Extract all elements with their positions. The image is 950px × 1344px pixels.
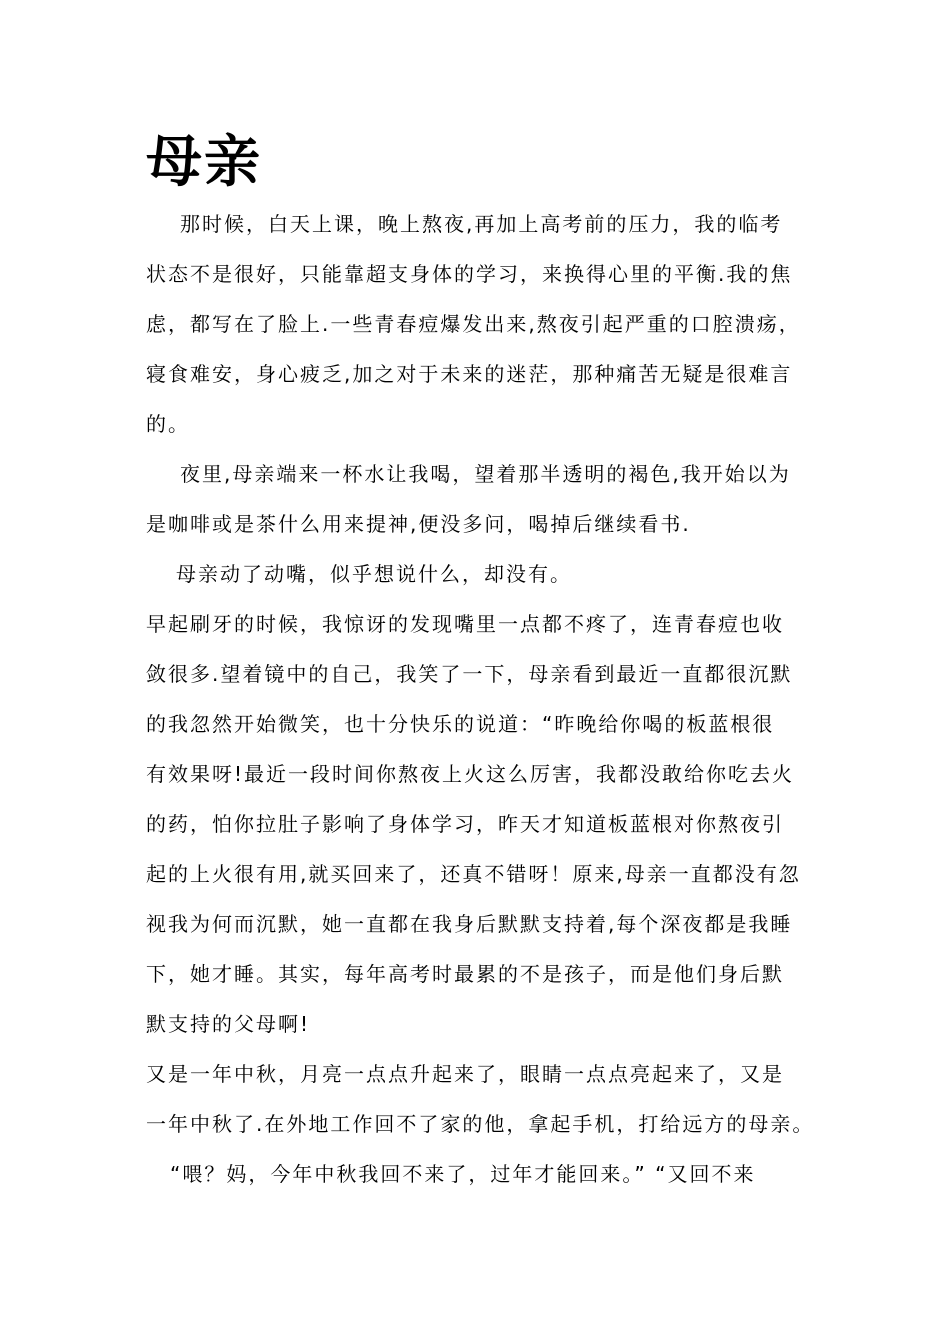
text-line: 母亲动了动嘴，似乎想说什么，却没有。 <box>176 562 572 586</box>
text-line: 的我忽然开始微笑，也十分快乐的说道：“昨晚给你喝的板蓝根很 <box>146 712 775 736</box>
text-line: “喂？妈，今年中秋我回不来了，过年才能回来。” “又回不来 <box>170 1162 756 1186</box>
text-line: 起的上火很有用,就买回来了，还真不错呀！原来,母亲一直都没有忽 <box>146 862 801 886</box>
text-line: 状态不是很好，只能靠超支身体的学习，来换得心里的平衡.我的焦 <box>146 262 793 286</box>
text-line: 有效果呀!最近一段时间你熬夜上火这么厉害，我都没敢给你吃去火 <box>146 762 795 786</box>
text-line: 的。 <box>146 412 190 436</box>
text-line: 的药，怕你拉肚子影响了身体学习，昨天才知道板蓝根对你熬夜引 <box>146 812 784 836</box>
text-line: 一年中秋了.在外地工作回不了家的他，拿起手机，打给远方的母亲。 <box>146 1112 815 1136</box>
page-title: 母亲 <box>146 129 262 195</box>
text-line: 夜里,母亲端来一杯水让我喝，望着那半透明的褐色,我开始以为 <box>180 462 791 486</box>
text-line: 虑，都写在了脸上.一些青春痘爆发出来,熬夜引起严重的口腔溃疡， <box>146 312 801 336</box>
text-line: 那时候，白天上课，晚上熬夜,再加上高考前的压力，我的临考 <box>180 212 783 236</box>
text-line: 默支持的父母啊! <box>146 1012 311 1036</box>
text-line: 是咖啡或是茶什么用来提神,便没多问，喝掉后继续看书. <box>146 512 691 536</box>
text-line: 敛很多.望着镜中的自己，我笑了一下，母亲看到最近一直都很沉默 <box>146 662 793 686</box>
text-line: 下，她才睡。其实，每年高考时最累的不是孩子，而是他们身后默 <box>146 962 784 986</box>
text-line: 寝食难安，身心疲乏,加之对于未来的迷茫，那种痛苦无疑是很难言 <box>146 362 793 386</box>
text-line: 早起刷牙的时候，我惊讶的发现嘴里一点都不疼了，连青春痘也收 <box>146 612 784 636</box>
text-line: 视我为何而沉默，她一直都在我身后默默支持着,每个深夜都是我睡 <box>146 912 793 936</box>
article-body <box>146 199 826 1199</box>
text-line: 又是一年中秋，月亮一点点升起来了，眼睛一点点亮起来了，又是 <box>146 1062 784 1086</box>
